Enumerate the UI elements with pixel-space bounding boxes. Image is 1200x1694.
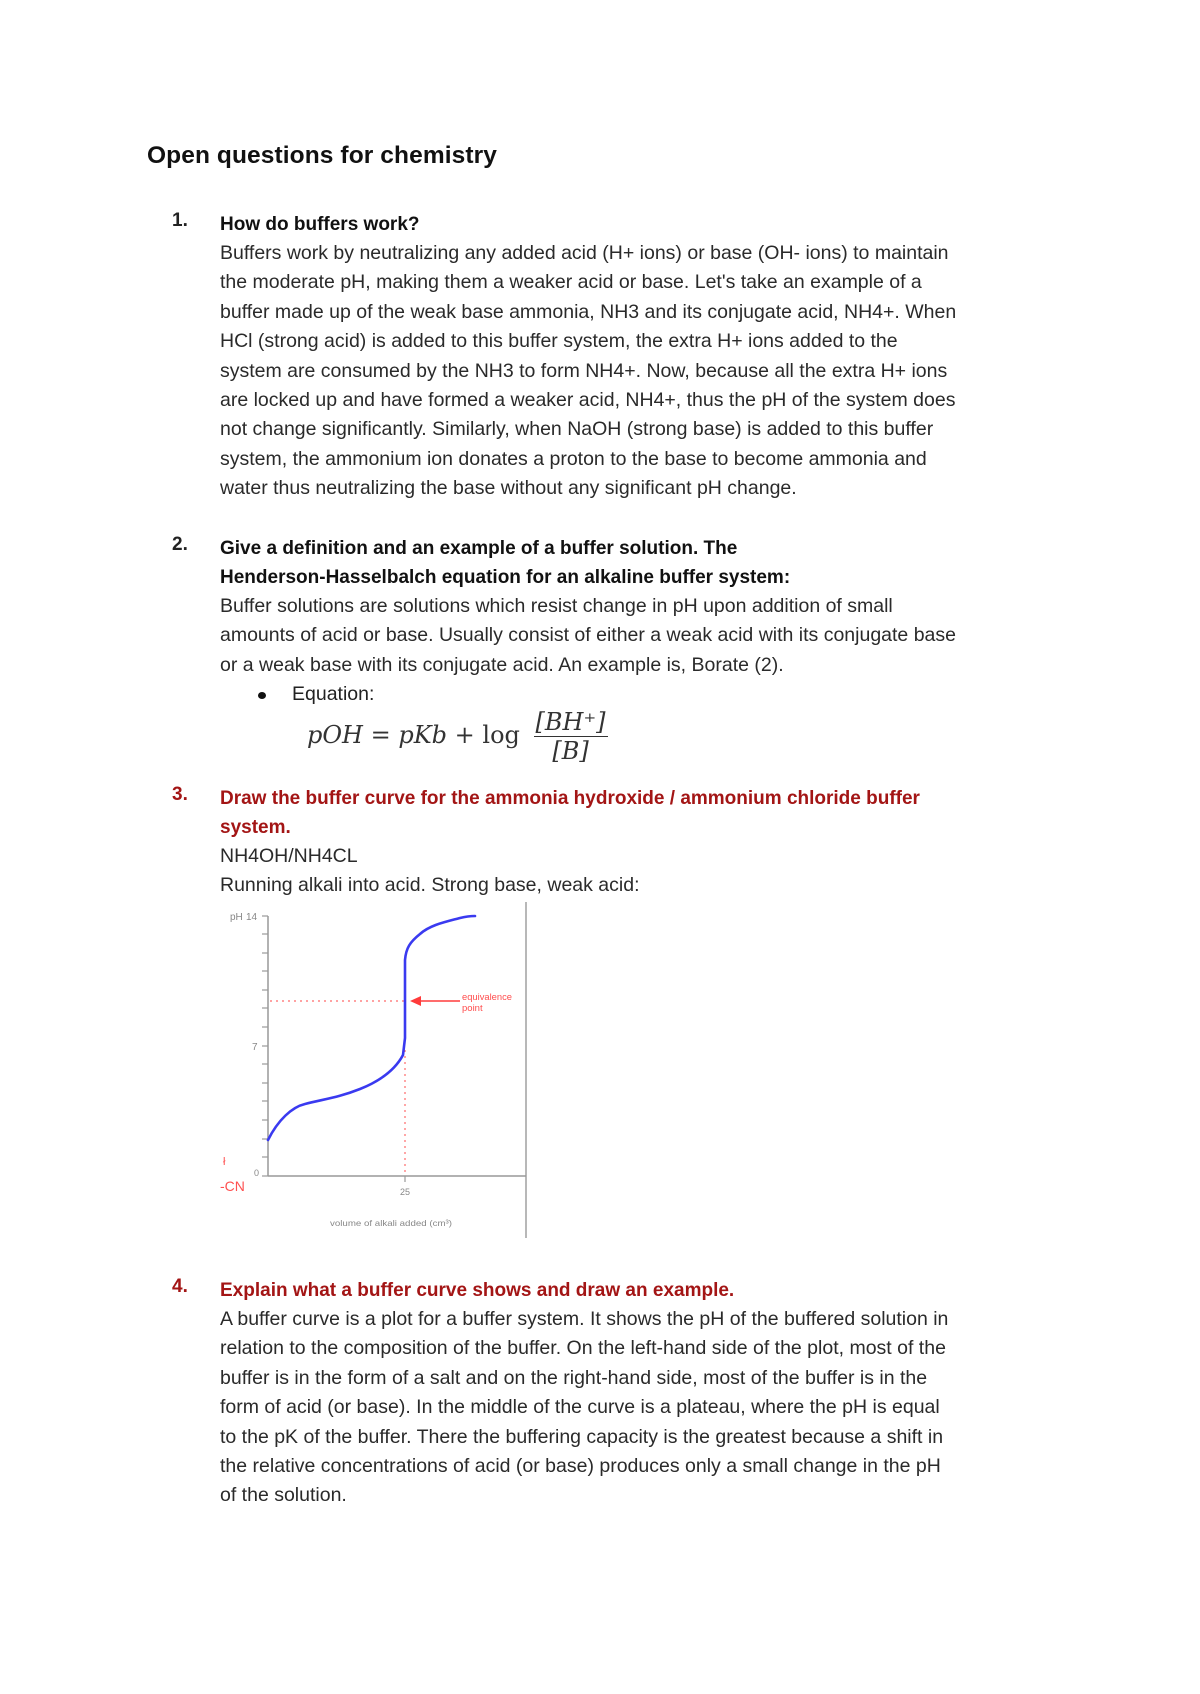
y-tick-14: 14	[246, 912, 258, 923]
text-line: to the pK of the buffer. There the buffering capacity is the greatest because a shift in	[220, 1425, 944, 1448]
heading-line: Henderson-Hasselbalch equation for an alkaline buffer system:	[220, 567, 791, 588]
text-line: Buffers work by neutralizing any added acid (H+ ions) or base (OH- ions) to maintain	[220, 242, 949, 264]
question-3	[172, 784, 1072, 901]
question-heading	[220, 534, 1072, 592]
text-line: are locked up and have formed a weaker acid, NH4+, thus the pH of the system does	[220, 389, 956, 412]
arrow-head-icon	[410, 996, 421, 1006]
text-line: of the solution.	[220, 1484, 347, 1507]
text-line: system are consumed by the NH3 to form NH4+. Now, because all the extra H+ ions	[220, 359, 948, 382]
question-number: 2.	[172, 534, 188, 555]
equation-plus: +	[454, 721, 475, 749]
text-line: not change significantly. Similarly, when NaOH (strong base) is added to this buffer	[220, 418, 934, 441]
equivalence-label-line1: equivalence	[462, 992, 512, 1003]
text-line: water thus neutralizing the base without any significant pH change.	[220, 477, 797, 500]
heading-line: system.	[220, 817, 291, 838]
question-1	[172, 210, 1072, 504]
equation-denominator: [B]	[552, 737, 589, 765]
y-ticks	[262, 916, 405, 1182]
text-line: Buffer solutions are solutions which resist change in pH upon addition of small	[220, 595, 893, 617]
answer-text	[220, 1305, 1072, 1511]
answer-text	[220, 592, 1072, 680]
equation-fraction	[534, 708, 608, 765]
x-tick-25: 25	[400, 1187, 411, 1197]
question-number: 3.	[172, 784, 188, 805]
question-heading	[220, 784, 1072, 842]
equation-equals: =	[370, 721, 391, 749]
question-number: 1.	[172, 210, 188, 231]
text-line: or a weak base with its conjugate acid. An example is, Borate (2).	[220, 653, 784, 676]
text-line: system, the ammonium ion donates a proton to the base to become ammonia and	[220, 447, 927, 470]
text-line: HCl (strong acid) is added to this buffer system, the extra H+ ions added to the	[220, 330, 898, 353]
y-tick-0: 0	[254, 1168, 260, 1178]
text-line: A buffer curve is a plot for a buffer system. It shows the pH of the buffered solution in	[220, 1308, 949, 1330]
question-heading: Explain what a buffer curve shows and draw an example.	[220, 1280, 735, 1301]
answer-text	[220, 842, 1072, 901]
bullet-icon	[258, 692, 266, 699]
text-line: Running alkali into acid. Strong base, weak acid:	[220, 874, 640, 897]
heading-line: Give a definition and an example of a buffer solution. The	[220, 538, 738, 559]
text-line: buffer made up of the weak base ammonia, NH3 and its conjugate acid, NH4+. When	[220, 300, 957, 323]
question-heading: How do buffers work?	[220, 214, 420, 235]
document-title: Open questions for chemistry	[147, 142, 497, 169]
titration-curve-line	[268, 916, 475, 1140]
question-number: 4.	[172, 1276, 188, 1297]
equivalence-label-line2: point	[462, 1003, 483, 1014]
cn-annotation: -CN	[220, 1178, 245, 1194]
y-axis-label: pH	[230, 912, 243, 923]
red-mark: ł	[223, 1156, 226, 1168]
text-line: buffer is in the form of a salt and on the right-hand side, most of the buffer is in the	[220, 1366, 928, 1389]
question-2	[172, 534, 1072, 710]
question-4	[172, 1276, 1072, 1511]
answer-text	[220, 239, 1072, 504]
text-line: the relative concentrations of acid (or base) produces only a small change in the pH	[220, 1455, 941, 1478]
y-tick-7: 7	[252, 1042, 258, 1053]
henderson-hasselbalch-equation	[307, 708, 608, 765]
x-axis-label: volume of alkali added (cm³)	[330, 1218, 453, 1228]
text-line: NH4OH/NH4CL	[220, 845, 358, 867]
equation-log: log	[482, 721, 520, 749]
equation-pkb: pKb	[398, 721, 448, 749]
text-line: amounts of acid or base. Usually consist of either a weak acid with its conjugate base	[220, 624, 956, 647]
text-line: form of acid (or base). In the middle of the curve is a plateau, where the pH is equal	[220, 1396, 940, 1419]
titration-curve-chart	[220, 900, 540, 1240]
text-line: relation to the composition of the buffer. On the left-hand side of the plot, most of the	[220, 1337, 946, 1360]
bullet-item	[220, 680, 1072, 710]
bullet-text: Equation:	[292, 683, 375, 706]
text-line: the moderate pH, making them a weaker acid or base. Let's take an example of a	[220, 271, 922, 294]
equation-numerator: [BH⁺]	[535, 708, 606, 736]
heading-line: Draw the buffer curve for the ammonia hydroxide / ammonium chloride buffer	[220, 788, 920, 809]
equation-lhs: pOH	[307, 721, 363, 749]
